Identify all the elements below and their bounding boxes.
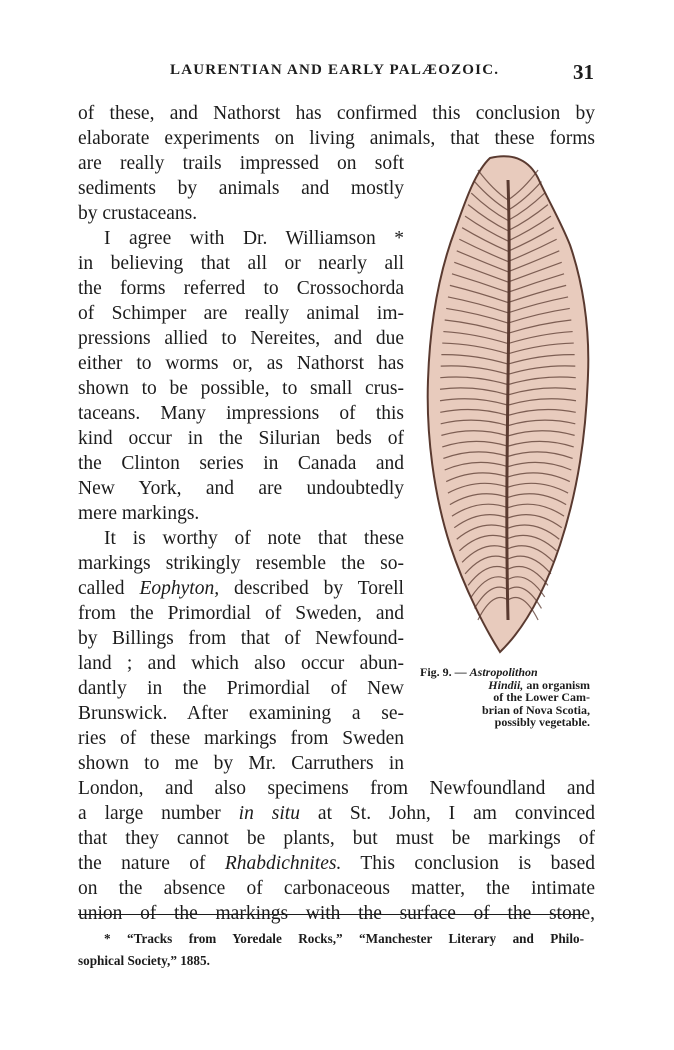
text-line: Brunswick. After examining a se- <box>78 703 404 724</box>
text-line: union of the markings with the surface of the stone, <box>78 903 595 924</box>
running-head: LAURENTIAN AND EARLY PALÆOZOIC. <box>170 62 500 78</box>
text-line <box>78 852 595 876</box>
text-segment: the nature of <box>78 853 225 874</box>
italic-term-in-situ: in situ <box>238 803 300 824</box>
text-line: are really trails impressed on soft <box>78 153 404 174</box>
text-line: by Billings from that of Newfound- <box>78 628 404 649</box>
text-line: taceans. Many impressions of this <box>78 403 404 424</box>
footnote-line: * “Tracks from Yoredale Rocks,” “Manchester Literary and Philo- <box>104 931 584 946</box>
text-segment: a large number <box>78 803 239 824</box>
text-line: London, and also specimens from Newfoundland and <box>78 778 595 799</box>
italic-term-eophyton: Eophyton, <box>139 578 220 599</box>
caption-genus: Astropolithon <box>469 665 538 679</box>
text-segment: called <box>78 578 140 599</box>
text-line: of Schimper are really animal im- <box>78 303 404 324</box>
fossil-illustration <box>420 150 600 660</box>
text-line: sediments by animals and mostly <box>78 178 404 199</box>
text-line: markings strikingly resemble the so- <box>78 553 404 574</box>
text-line: shown to be possible, to small crus- <box>78 378 404 399</box>
fossil-drawing <box>420 150 600 660</box>
text-line: either to worms or, as Nathorst has <box>78 353 404 374</box>
text-line: that they cannot be plants, but must be markings of <box>78 828 595 849</box>
caption-line: of the Lower Cam- <box>493 690 590 704</box>
caption-line: brian of Nova Scotia, <box>482 702 590 717</box>
text-line: of these, and Nathorst has confirmed this conclusion by <box>78 103 595 124</box>
text-line: by crustaceans. <box>78 203 198 224</box>
text-line: in believing that all or nearly all <box>78 253 404 274</box>
text-line: from the Primordial of Sweden, and <box>78 603 404 624</box>
text-line <box>78 577 404 601</box>
text-line: the forms referred to Crossochorda <box>78 278 404 299</box>
text-line: shown to me by Mr. Carruthers in <box>78 753 404 774</box>
text-line: ries of these markings from Sweden <box>78 728 404 749</box>
text-line: land ; and which also occur abun- <box>78 653 404 674</box>
text-line: dantly in the Primordial of New <box>78 678 404 699</box>
caption-line: possibly vegetable. <box>494 715 590 729</box>
footnote <box>78 928 584 972</box>
caption-species: Hindii, <box>488 677 524 692</box>
text-line: the Clinton series in Canada and <box>78 453 404 474</box>
text-line: elaborate experiments on living animals, that these forms <box>78 128 595 149</box>
text-segment: This conclusion is based <box>341 853 595 874</box>
text-line <box>78 802 595 826</box>
text-segment: described by Torell <box>219 578 404 599</box>
text-line: I agree with Dr. Williamson * <box>104 228 404 249</box>
text-line: It is worthy of note that these <box>104 528 404 549</box>
text-line: pressions allied to Nereites, and due <box>78 328 404 349</box>
page-number: 31 <box>573 60 594 84</box>
footnote-line: sophical Society,” 1885. <box>78 953 210 968</box>
text-segment: at St. John, I am convinced <box>299 803 596 824</box>
text-line: mere markings. <box>78 503 200 524</box>
text-line: kind occur in the Silurian beds of <box>78 428 404 449</box>
caption-fig-label: Fig. 9. — <box>420 665 470 679</box>
caption-text: an organism <box>523 677 590 692</box>
text-line: New York, and are undoubtedly <box>78 478 404 499</box>
figure-caption <box>420 666 590 729</box>
page-header <box>0 60 674 90</box>
italic-term-rhabdichnites: Rhabdichnites. <box>224 853 342 874</box>
footnote-rule <box>78 914 584 915</box>
text-line: on the absence of carbonaceous matter, the intimate <box>78 878 595 899</box>
